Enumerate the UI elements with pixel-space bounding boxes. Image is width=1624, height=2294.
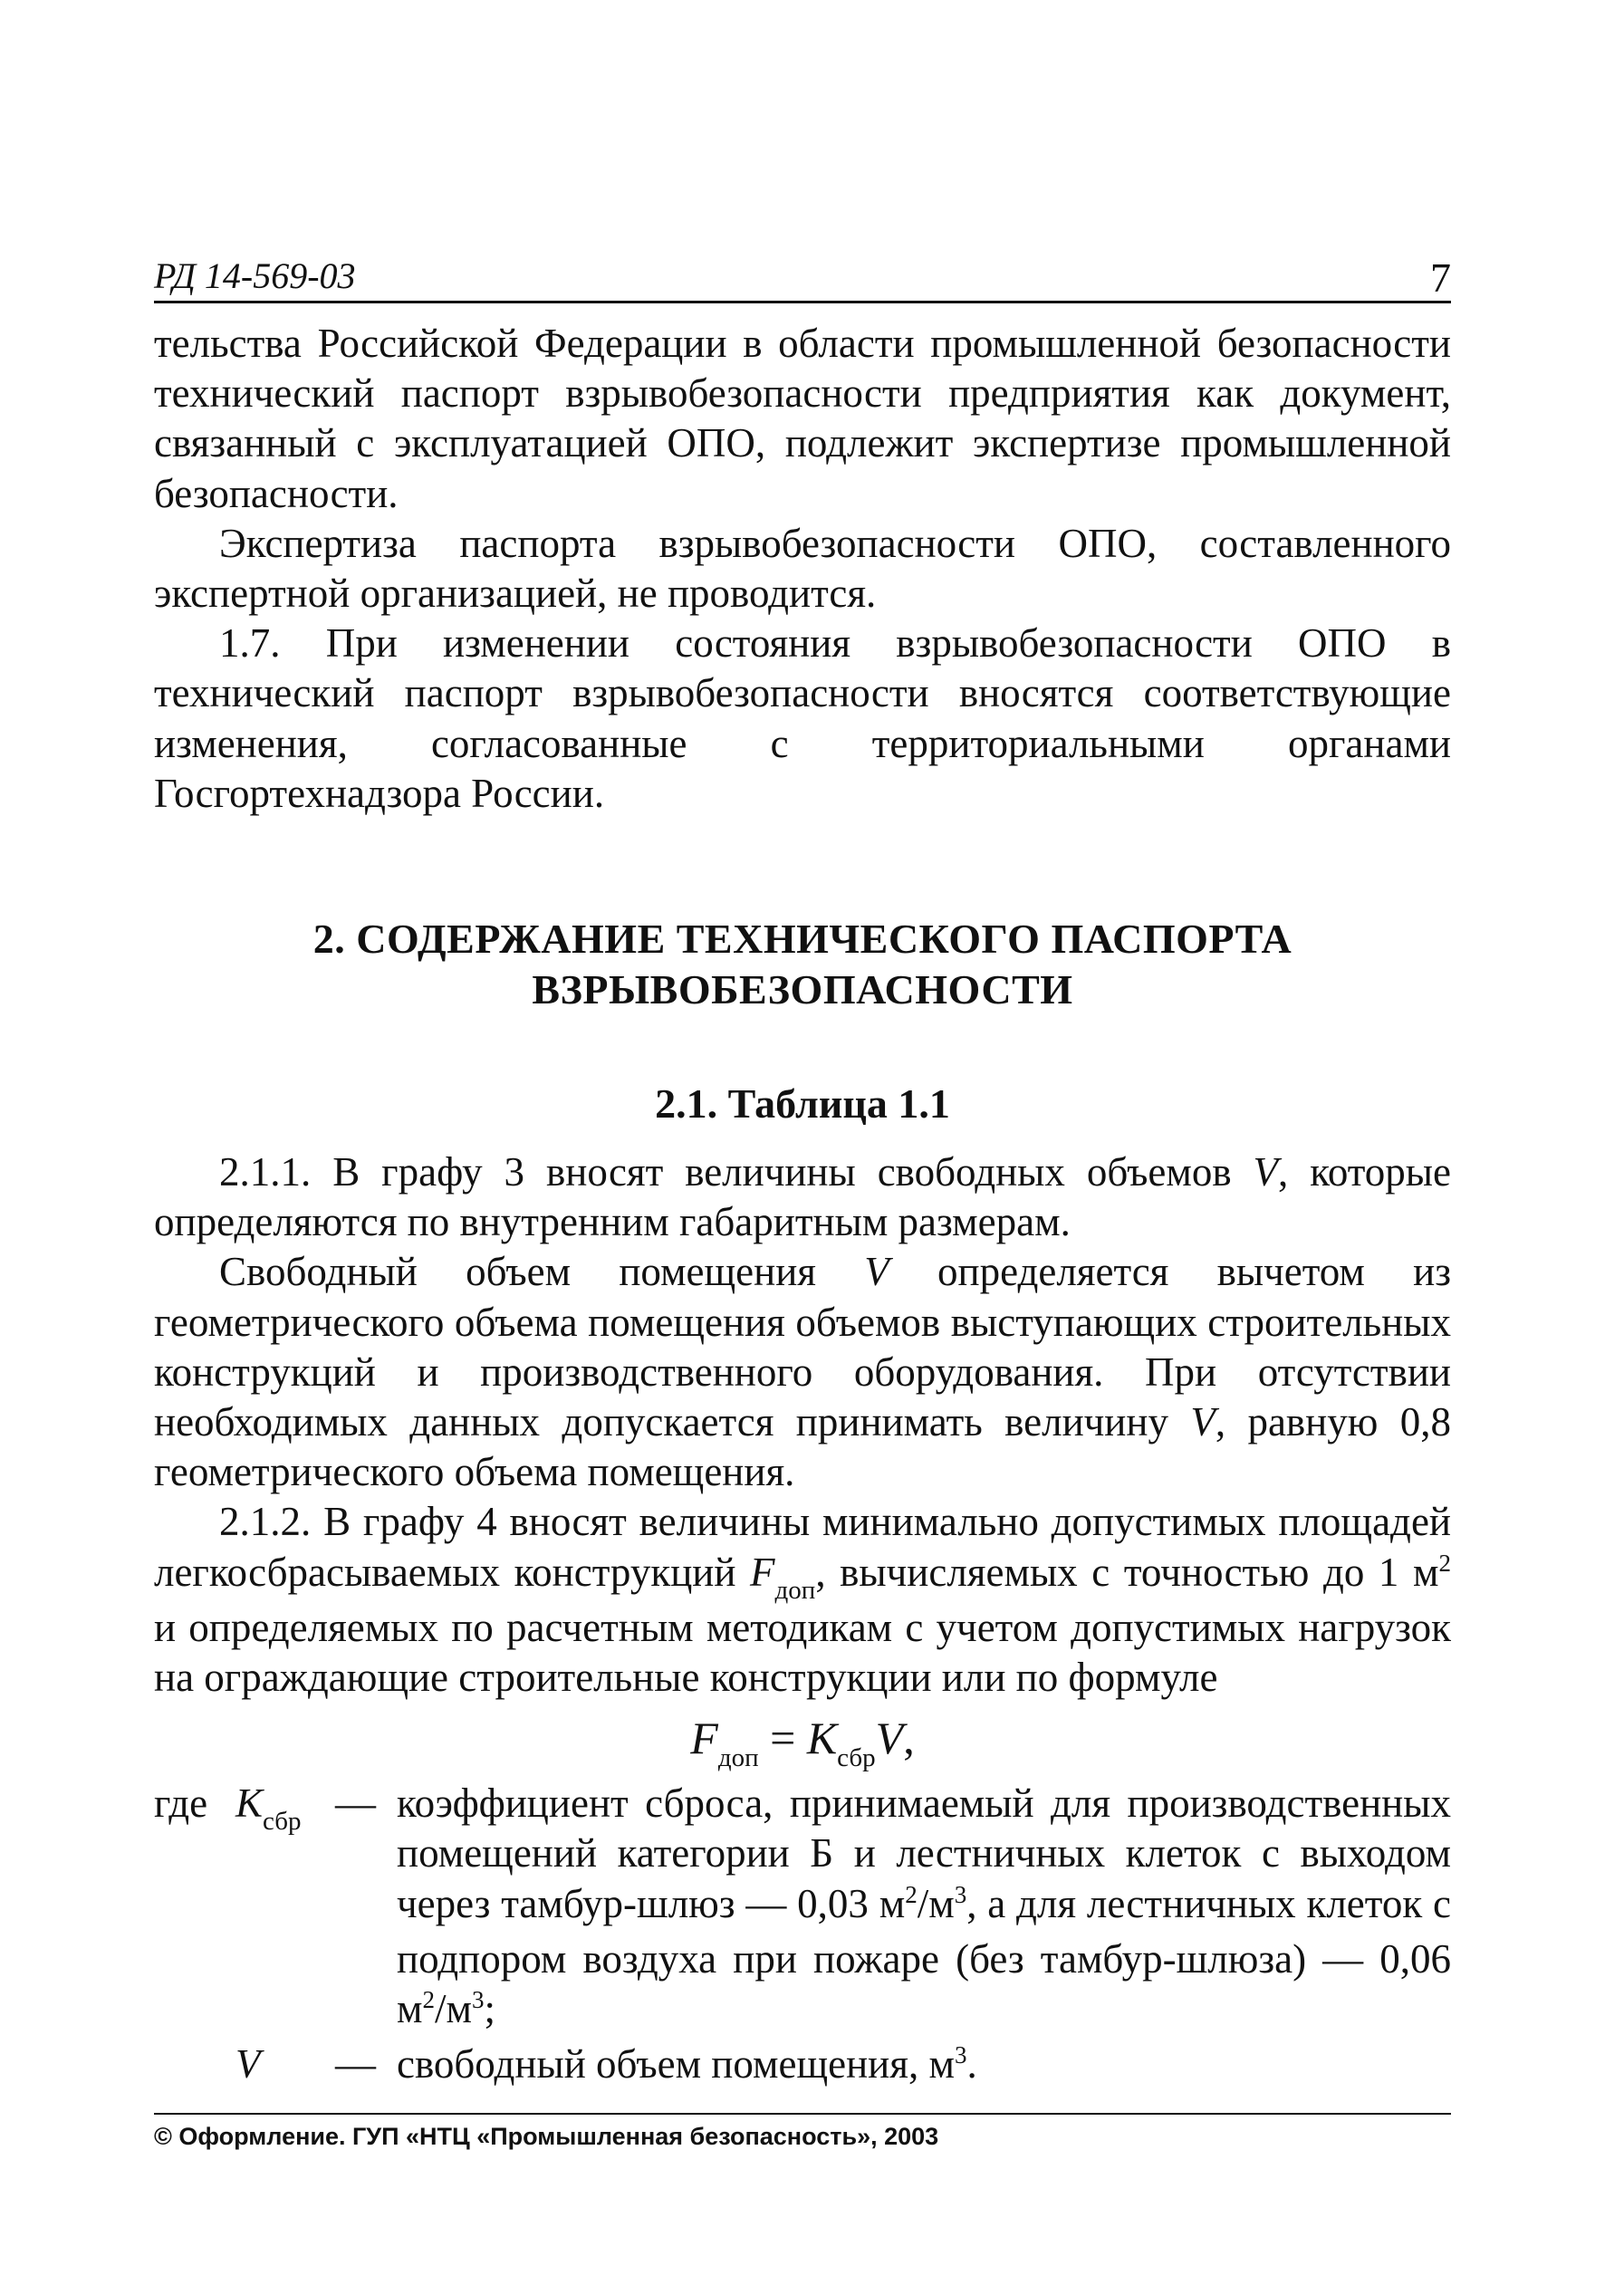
formula-k-subscript: сбр (837, 1743, 876, 1773)
superscript: 2 (1438, 1549, 1452, 1577)
definition-text (397, 2040, 1451, 2095)
paragraph-expertise: Экспертиза паспорта взрывобезопасности ОПО, составленного экспертной организацией, не проводится. (154, 520, 1451, 617)
symbol-v: V (864, 1249, 889, 1295)
text-segment: Свободный объем помещения (219, 1249, 865, 1295)
subscript-dop: доп (774, 1575, 816, 1605)
formula-k: K (806, 1713, 838, 1764)
formula-comma: , (903, 1713, 915, 1764)
text-segment: и определяемых по расчетным методикам с учетом допустимых нагрузок на ограждающие строительные конструкции или по формуле (154, 1604, 1451, 1701)
footer-rule (154, 2113, 1451, 2115)
text-segment: . (966, 2041, 977, 2088)
paragraph-1-7: 1.7. При изменении состояния взрывобезопасности ОПО в технический паспорт взрывобезопасности вносятся соответствующие изменения, согласованные с территориальными органами Госгортехнадзора России. (154, 620, 1451, 816)
footer-copyright: © Оформление. ГУП «НТЦ «Промышленная безопасность», 2003 (154, 2123, 939, 2150)
text-segment: определяется вычетом из геометрического объема помещения объемов выступающих строительных конструкций и производственного оборудования. При отсутствии необходимых данных допускается принимать величину (154, 1249, 1451, 1445)
symbol-v: V (235, 2041, 261, 2088)
formula (154, 1708, 1451, 1775)
section-title-line2: ВЗРЫВОБЕЗОПАСНОСТИ (532, 966, 1073, 1013)
superscript: 3 (954, 1880, 967, 1908)
superscript: 3 (954, 2041, 967, 2069)
symbol-f: F (750, 1549, 775, 1595)
section-title-line1: 2. СОДЕРЖАНИЕ ТЕХНИЧЕСКОГО ПАСПОРТА (312, 916, 1292, 963)
superscript: 2 (422, 1986, 435, 2014)
definition-text (397, 1779, 1451, 2040)
page-number: 7 (1430, 254, 1451, 301)
where-word: где (154, 1780, 208, 1827)
text-segment: , равную 0,8 геометрического объема помещения. (154, 1399, 1452, 1495)
text-segment: /м (434, 1986, 472, 2032)
page-body (154, 319, 1451, 2095)
paragraph-continuation: тельства Российской Федерации в области промышленной безопасности технический паспорт взрывобезопасности предприятия как документ, связанный с эксплуатацией ОПО, подлежит экспертизе промышленной безопасности. (154, 321, 1451, 516)
subscript-sbr: сбр (263, 1807, 302, 1837)
running-header (154, 255, 1451, 303)
text-segment: , а для лестничных клеток с подпором воздуха при пожаре (без тамбур-шлюза) — 0,06 м (397, 1880, 1451, 2032)
definition-v (154, 2040, 1451, 2095)
text-segment: , вычисляемых с точностью до 1 м (815, 1549, 1439, 1595)
definition-symbol (235, 1779, 335, 1837)
text-segment: ; (484, 1986, 495, 2032)
section-title (154, 914, 1451, 1015)
superscript: 3 (471, 1986, 485, 2014)
definition-dash: — (335, 1780, 376, 1827)
document-code: РД 14-569-03 (154, 255, 356, 296)
text-segment: 2.1.1. В графу 3 вносят величины свободных объемов (219, 1149, 1254, 1195)
definitions-list (154, 1779, 1451, 2095)
text-segment: , которые определяются по внутренним габаритным размерам. (154, 1149, 1452, 1245)
text-segment: /м (917, 1880, 955, 1926)
text-segment: 2.1.2. В графу 4 вносят величины минимально допустимых площадей легкосбрасываемых конструкций (154, 1499, 1451, 1595)
symbol-v: V (1190, 1399, 1216, 1445)
symbol-k: K (235, 1780, 264, 1827)
paragraph-free-volume (154, 1247, 1451, 1497)
formula-f-subscript: доп (717, 1743, 759, 1773)
symbol-v: V (1253, 1149, 1279, 1195)
formula-f: F (690, 1713, 718, 1764)
subsection-title: 2.1. Таблица 1.1 (655, 1080, 950, 1128)
definition-symbol (235, 2040, 335, 2089)
paragraph-2-1-1 (154, 1147, 1451, 1247)
definition-dash: — (335, 2041, 376, 2088)
paragraph-2-1-2 (154, 1497, 1451, 1703)
formula-equals: = (758, 1713, 807, 1764)
formula-v: V (875, 1713, 904, 1764)
text-segment: свободный объем помещения, м (397, 2041, 955, 2088)
text-segment: коэффициент сброса, принимаемый для производственных помещений категории Б и лестничных клеток с выходом через тамбур-шлюз — 0,03 м (397, 1780, 1451, 1926)
superscript: 2 (905, 1880, 918, 1908)
definition-k (154, 1779, 1451, 2040)
